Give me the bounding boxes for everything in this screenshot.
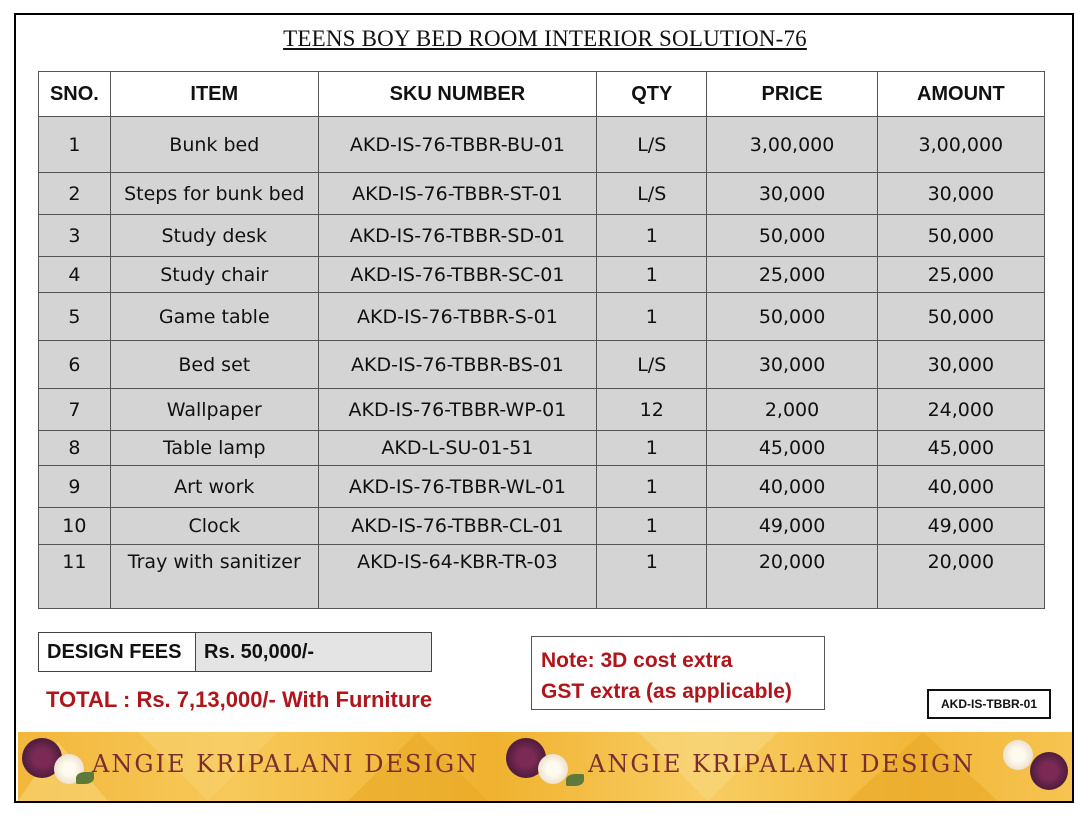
design-fees-value: Rs. 50,000/- bbox=[196, 633, 432, 672]
cell-sku: AKD-IS-76-TBBR-S-01 bbox=[318, 293, 596, 341]
flower-icon bbox=[1030, 752, 1068, 790]
design-fees-label: DESIGN FEES bbox=[39, 633, 196, 672]
cell-qty: 1 bbox=[597, 293, 707, 341]
cell-sno: 10 bbox=[39, 508, 111, 545]
table-row bbox=[39, 293, 1045, 341]
cell-item: Tray with sanitizer bbox=[110, 545, 318, 609]
cell-item: Steps for bunk bed bbox=[110, 173, 318, 215]
cell-sku: AKD-IS-76-TBBR-WP-01 bbox=[318, 389, 596, 431]
total-amount: TOTAL : Rs. 7,13,000/- With Furniture bbox=[46, 687, 433, 712]
cell-sku: AKD-IS-64-KBR-TR-03 bbox=[318, 545, 596, 609]
cell-sku: AKD-IS-76-TBBR-ST-01 bbox=[318, 173, 596, 215]
table-row bbox=[39, 508, 1045, 545]
cell-item: Art work bbox=[110, 466, 318, 508]
cell-price: 25,000 bbox=[707, 257, 877, 293]
table-row bbox=[39, 545, 1045, 609]
cell-item: Bed set bbox=[110, 341, 318, 389]
note-box bbox=[531, 636, 825, 710]
cell-sno: 6 bbox=[39, 341, 111, 389]
cell-amount: 25,000 bbox=[877, 257, 1044, 293]
cell-sku: AKD-IS-76-TBBR-SD-01 bbox=[318, 215, 596, 257]
design-fees-box bbox=[38, 632, 432, 672]
cell-price: 40,000 bbox=[707, 466, 877, 508]
header-sku: SKU NUMBER bbox=[318, 72, 596, 117]
note-line-1: Note: 3D cost extra bbox=[541, 649, 733, 672]
table-row bbox=[39, 466, 1045, 508]
cell-sku: AKD-IS-76-TBBR-SC-01 bbox=[318, 257, 596, 293]
cell-amount: 49,000 bbox=[877, 508, 1044, 545]
cell-qty: 1 bbox=[597, 431, 707, 466]
table-row bbox=[39, 173, 1045, 215]
cell-item: Table lamp bbox=[110, 431, 318, 466]
page-title: TEENS BOY BED ROOM INTERIOR SOLUTION-76 bbox=[283, 26, 807, 51]
header-qty: QTY bbox=[597, 72, 707, 117]
rose-icon bbox=[538, 754, 568, 784]
cell-sno: 11 bbox=[39, 545, 111, 609]
cell-price: 49,000 bbox=[707, 508, 877, 545]
cell-item: Wallpaper bbox=[110, 389, 318, 431]
cell-item: Bunk bed bbox=[110, 117, 318, 173]
cell-amount: 3,00,000 bbox=[877, 117, 1044, 173]
header-price: PRICE bbox=[707, 72, 877, 117]
cell-amount: 50,000 bbox=[877, 293, 1044, 341]
brand-name-2: ANGIE KRIPALANI DESIGN bbox=[588, 750, 976, 778]
cell-price: 20,000 bbox=[707, 545, 877, 609]
cell-sno: 2 bbox=[39, 173, 111, 215]
cell-price: 30,000 bbox=[707, 173, 877, 215]
cell-sno: 8 bbox=[39, 431, 111, 466]
cell-sku: AKD-IS-76-TBBR-CL-01 bbox=[318, 508, 596, 545]
table-row bbox=[39, 389, 1045, 431]
cell-qty: L/S bbox=[597, 117, 707, 173]
header-sno: SNO. bbox=[39, 72, 111, 117]
brand-banner bbox=[18, 732, 1072, 801]
rose-icon bbox=[1003, 740, 1033, 770]
cell-sno: 9 bbox=[39, 466, 111, 508]
cell-qty: 1 bbox=[597, 545, 707, 609]
cell-sku: AKD-IS-76-TBBR-BS-01 bbox=[318, 341, 596, 389]
cell-sku: AKD-IS-76-TBBR-WL-01 bbox=[318, 466, 596, 508]
table-row bbox=[39, 431, 1045, 466]
table-row bbox=[39, 215, 1045, 257]
cell-price: 45,000 bbox=[707, 431, 877, 466]
cell-amount: 24,000 bbox=[877, 389, 1044, 431]
cell-amount: 30,000 bbox=[877, 173, 1044, 215]
cell-amount: 45,000 bbox=[877, 431, 1044, 466]
note-line-2: GST extra (as applicable) bbox=[541, 680, 792, 703]
table-row bbox=[39, 257, 1045, 293]
cell-sno: 7 bbox=[39, 389, 111, 431]
cell-qty: 1 bbox=[597, 508, 707, 545]
cell-qty: L/S bbox=[597, 173, 707, 215]
cell-sno: 5 bbox=[39, 293, 111, 341]
cell-item: Clock bbox=[110, 508, 318, 545]
cell-price: 50,000 bbox=[707, 215, 877, 257]
table-row bbox=[39, 117, 1045, 173]
cell-sku: AKD-L-SU-01-51 bbox=[318, 431, 596, 466]
cell-sno: 1 bbox=[39, 117, 111, 173]
cell-price: 50,000 bbox=[707, 293, 877, 341]
cell-amount: 40,000 bbox=[877, 466, 1044, 508]
table-header-row bbox=[39, 72, 1045, 117]
cell-price: 30,000 bbox=[707, 341, 877, 389]
cell-price: 3,00,000 bbox=[707, 117, 877, 173]
header-item: ITEM bbox=[110, 72, 318, 117]
cell-item: Game table bbox=[110, 293, 318, 341]
cell-amount: 50,000 bbox=[877, 215, 1044, 257]
cell-qty: 1 bbox=[597, 466, 707, 508]
brand-name-1: ANGIE KRIPALANI DESIGN bbox=[92, 750, 480, 778]
cell-qty: 1 bbox=[597, 257, 707, 293]
price-table bbox=[38, 71, 1045, 609]
cell-qty: 12 bbox=[597, 389, 707, 431]
header-amount: AMOUNT bbox=[877, 72, 1044, 117]
cell-amount: 30,000 bbox=[877, 341, 1044, 389]
cell-sno: 4 bbox=[39, 257, 111, 293]
cell-amount: 20,000 bbox=[877, 545, 1044, 609]
cell-qty: 1 bbox=[597, 215, 707, 257]
document-code: AKD-IS-TBBR-01 bbox=[927, 689, 1051, 719]
cell-item: Study desk bbox=[110, 215, 318, 257]
table-row bbox=[39, 341, 1045, 389]
cell-sno: 3 bbox=[39, 215, 111, 257]
leaf-icon bbox=[566, 774, 584, 786]
cell-price: 2,000 bbox=[707, 389, 877, 431]
cell-qty: L/S bbox=[597, 341, 707, 389]
cell-item: Study chair bbox=[110, 257, 318, 293]
cell-sku: AKD-IS-76-TBBR-BU-01 bbox=[318, 117, 596, 173]
